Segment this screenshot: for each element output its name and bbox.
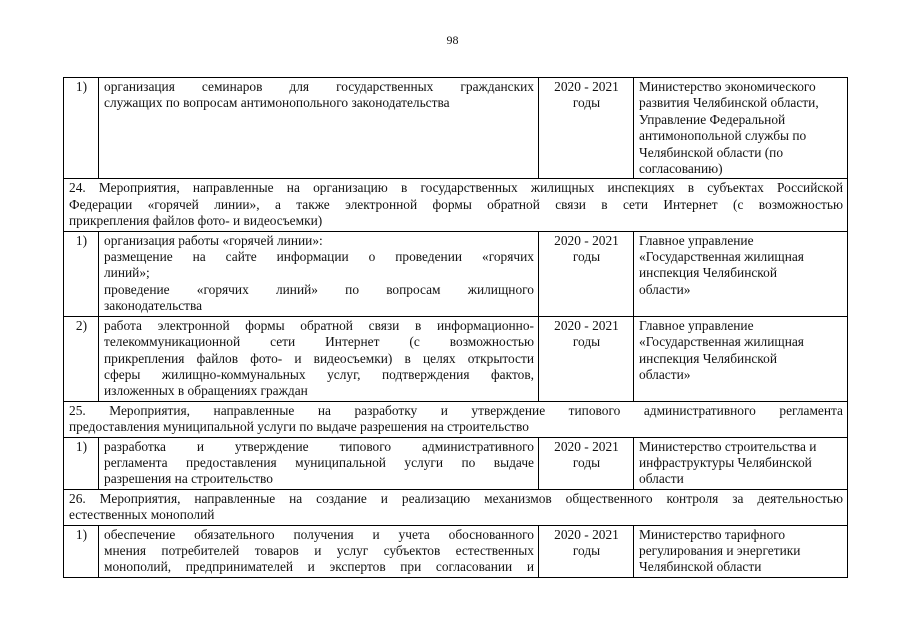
text-line: «Государственная жилищная xyxy=(639,334,804,350)
text-line: монополий, предпринимателей и экспертов при согласовании и xyxy=(104,559,534,575)
text-line: регламента предоставления муниципальной услуги по выдаче xyxy=(104,454,534,470)
item-responsible xyxy=(634,78,848,179)
text-line: естественных монополий xyxy=(69,507,215,523)
section-heading xyxy=(64,401,848,437)
text-line: инфраструктуры Челябинской xyxy=(639,454,812,470)
section-row xyxy=(64,401,848,437)
section-row xyxy=(64,489,848,525)
item-number: 1) xyxy=(64,78,99,179)
measures-table xyxy=(63,77,848,578)
text-line: годы xyxy=(572,454,601,470)
item-description xyxy=(99,525,539,577)
text-line: Управление Федеральной xyxy=(639,111,786,127)
text-line: 26. Мероприятия, направленные на создание и реализацию механизмов общественного контроля за деятельностью xyxy=(69,490,843,506)
item-term xyxy=(539,231,634,316)
text-line: размещение на сайте информации о проведении «горячих xyxy=(104,249,534,265)
text-line: проведение «горячих линий» по вопросам жилищного xyxy=(104,281,534,297)
text-line: мнения потребителей товаров и услуг субъектов естественных xyxy=(104,542,534,558)
item-number: 1) xyxy=(64,437,99,489)
text-line: линий»; xyxy=(104,265,150,281)
section-heading xyxy=(64,179,848,231)
table-row xyxy=(64,437,848,489)
item-number: 2) xyxy=(64,316,99,401)
text-line: 2020 - 2021 xyxy=(554,526,619,542)
text-line: годы xyxy=(572,334,601,350)
item-responsible xyxy=(634,316,848,401)
section-heading xyxy=(64,489,848,525)
text-line: сферы жилищно-коммунальных услуг, подтверждения фактов, xyxy=(104,366,534,382)
item-responsible xyxy=(634,525,848,577)
text-line: 2020 - 2021 xyxy=(554,79,619,94)
item-term xyxy=(539,437,634,489)
item-responsible xyxy=(634,437,848,489)
item-number: 1) xyxy=(64,231,99,316)
item-term xyxy=(539,316,634,401)
text-line: работа электронной формы обратной связи в информационно- xyxy=(104,317,534,333)
text-line: 24. Мероприятия, направленные на организацию в государственных жилищных инспекциях в субъектах Российской xyxy=(69,180,843,196)
text-line: годы xyxy=(572,95,601,111)
text-line: прикрепления файлов фото- и видеосъемки) xyxy=(69,213,323,229)
text-line: разрешения на строительство xyxy=(104,471,273,487)
text-line: Челябинской области xyxy=(639,559,762,575)
item-number: 1) xyxy=(64,525,99,577)
page-number: 98 xyxy=(446,33,459,47)
text-line: Главное управление xyxy=(639,232,754,248)
text-line: служащих по вопросам антимонопольного законодательства xyxy=(104,95,450,111)
text-line: 25. Мероприятия, направленные на разработку и утверждение типового административного регламента xyxy=(69,402,843,418)
item-description xyxy=(99,231,539,316)
text-line: согласованию) xyxy=(639,161,723,177)
text-line: организация семинаров для государственных гражданских xyxy=(104,79,534,94)
item-term xyxy=(539,78,634,179)
section-row xyxy=(64,179,848,231)
text-line: антимонопольной службы по xyxy=(639,128,807,144)
text-line: «Государственная жилищная xyxy=(639,249,804,265)
text-line: 2020 - 2021 xyxy=(554,317,619,333)
text-line: области» xyxy=(639,281,691,297)
text-line: законодательства xyxy=(104,298,203,314)
text-line: обеспечение обязательного получения и учета обоснованного xyxy=(104,526,534,542)
text-line: Федерации «горячей линии», а также электронной формы обратной связи в сети Интернет (с возможностью xyxy=(69,196,843,212)
text-line: годы xyxy=(572,249,601,265)
text-line: изложенных в обращениях граждан xyxy=(104,383,308,399)
item-responsible xyxy=(634,231,848,316)
text-line: организация работы «горячей линии»: xyxy=(104,232,323,248)
text-line: Министерство экономического xyxy=(639,79,816,94)
text-line: области xyxy=(639,471,684,487)
item-description xyxy=(99,437,539,489)
text-line: инспекция Челябинской xyxy=(639,350,777,366)
table-row xyxy=(64,231,848,316)
text-line: годы xyxy=(572,542,601,558)
text-line: Челябинской области (по xyxy=(639,144,784,160)
item-description xyxy=(99,78,539,179)
text-line: разработка и утверждение типового административного xyxy=(104,438,534,454)
text-line: Министерство строительства и xyxy=(639,438,817,454)
table-row xyxy=(64,78,848,179)
text-line: области» xyxy=(639,366,691,382)
text-line: телекоммуникационной сети Интернет (с возможностью xyxy=(104,334,534,350)
text-line: регулирования и энергетики xyxy=(639,542,801,558)
text-line: Министерство тарифного xyxy=(639,526,786,542)
item-description xyxy=(99,316,539,401)
text-line: предоставления муниципальной услуги по выдаче разрешения на строительство xyxy=(69,419,529,435)
text-line: прикрепления файлов фото- и видеосъемки) в целях открытости xyxy=(104,350,534,366)
text-line: 2020 - 2021 xyxy=(554,438,619,454)
text-line: развития Челябинской области, xyxy=(639,95,819,111)
table-row xyxy=(64,525,848,577)
text-line: 2020 - 2021 xyxy=(554,232,619,248)
item-term xyxy=(539,525,634,577)
text-line: инспекция Челябинской xyxy=(639,265,777,281)
table-row xyxy=(64,316,848,401)
text-line: Главное управление xyxy=(639,317,754,333)
